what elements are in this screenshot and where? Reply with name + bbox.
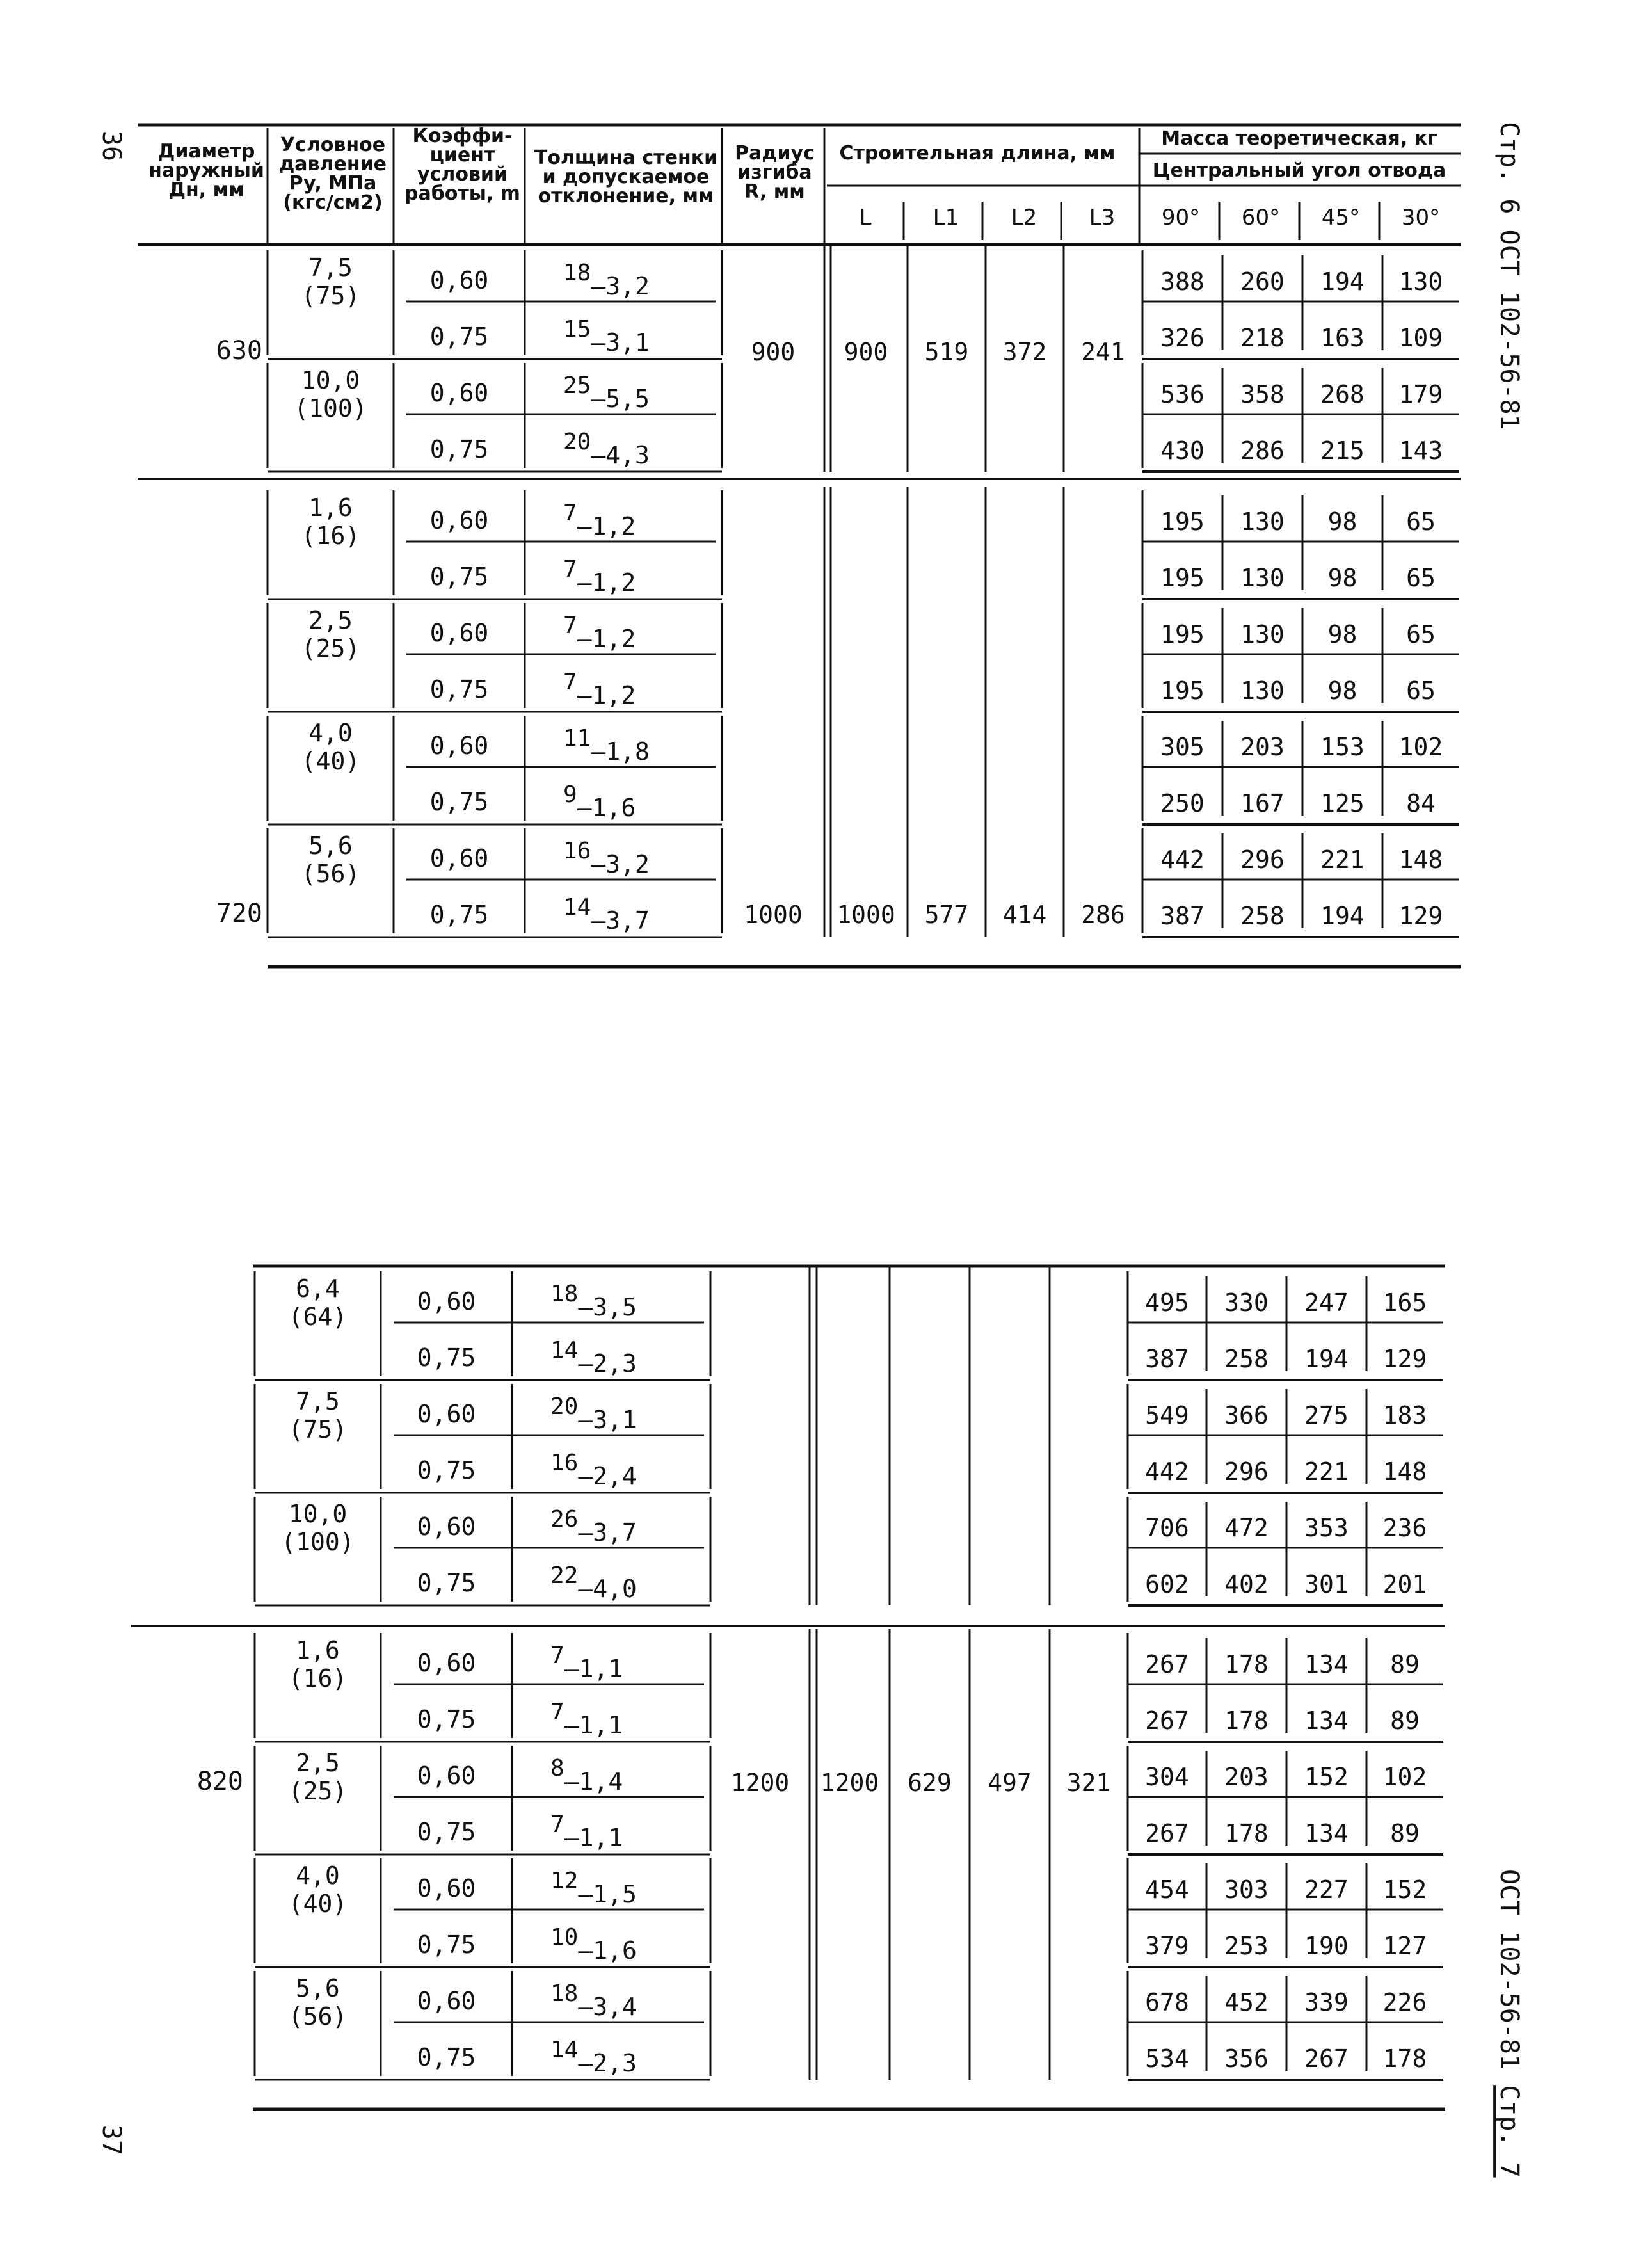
mass-value: 267 (1145, 1819, 1189, 1847)
wall-tolerance: –3,2 (591, 272, 650, 300)
pressure-value: 10,0 (301, 366, 360, 394)
mass-value: 89 (1390, 1650, 1420, 1678)
wall-nominal: 7 (563, 613, 577, 639)
wall-tolerance: –1,1 (564, 1655, 623, 1683)
mass-value: 125 (1320, 789, 1365, 817)
wall-tolerance: –3,5 (578, 1293, 637, 1321)
pressure-value: 4,0 (296, 1862, 340, 1890)
wall-nominal: 14 (550, 2037, 579, 2063)
header-length: Строительная длина, мм (839, 142, 1116, 165)
mass-value: 152 (1382, 1876, 1427, 1904)
pressure-value: 10,0 (288, 1500, 348, 1528)
mass-value: 178 (1382, 2045, 1427, 2073)
mass-value: 165 (1382, 1289, 1427, 1317)
mass-value: 402 (1224, 1570, 1269, 1598)
coefficient-value: 0,75 (417, 1569, 476, 1597)
wall-tolerance: –1,1 (564, 1711, 623, 1739)
mass-value: 258 (1240, 902, 1285, 930)
length-L3: 286 (1081, 901, 1125, 929)
wall-tolerance: –4,0 (578, 1575, 637, 1603)
wall-nominal: 15 (563, 316, 591, 342)
coefficient-value: 0,60 (429, 844, 489, 873)
pressure-kgf: (40) (288, 1890, 348, 1918)
mass-value: 65 (1406, 677, 1436, 705)
mass-value: 134 (1304, 1650, 1349, 1678)
coefficient-value: 0,75 (429, 323, 489, 351)
coefficient-value: 0,60 (429, 506, 489, 535)
mass-value: 134 (1304, 1707, 1349, 1735)
wall-tolerance: –1,6 (577, 794, 636, 822)
mass-value: 194 (1320, 268, 1365, 296)
pressure-value: 2,5 (308, 606, 353, 634)
mass-value: 356 (1224, 2045, 1269, 2073)
mass-value: 267 (1145, 1650, 1189, 1678)
coefficient-value: 0,60 (429, 266, 489, 294)
pressure-kgf: (64) (288, 1303, 348, 1331)
coefficient-value: 0,75 (417, 1818, 476, 1846)
mass-value: 65 (1406, 564, 1436, 592)
wall-nominal: 14 (550, 1337, 579, 1363)
side-label-top: Стр. 6 ОСТ 102-56-81 (1494, 122, 1524, 430)
coefficient-value: 0,75 (417, 1705, 476, 1733)
header-wall: Толщина стенки и допускаемое отклонение, мм (534, 147, 718, 207)
coefficient-value: 0,60 (417, 1874, 476, 1902)
wall-tolerance: –3,2 (591, 850, 650, 878)
mass-value: 275 (1304, 1401, 1349, 1429)
length-L2: 414 (1002, 901, 1047, 929)
mass-value: 268 (1320, 380, 1365, 408)
header-angle-30: 30° (1401, 205, 1441, 230)
wall-nominal: 22 (550, 1563, 579, 1589)
coefficient-value: 0,60 (429, 619, 489, 647)
mass-value: 366 (1224, 1401, 1269, 1429)
mass-value: 102 (1382, 1763, 1427, 1791)
coefficient-value: 0,75 (429, 435, 489, 463)
pressure-value: 6,4 (296, 1275, 340, 1303)
mass-value: 179 (1398, 380, 1443, 408)
mass-value: 148 (1382, 1458, 1427, 1486)
mass-value: 201 (1382, 1570, 1427, 1598)
mass-value: 153 (1320, 733, 1365, 761)
pressure-kgf: (100) (294, 394, 367, 422)
wall-tolerance: –1,1 (564, 1824, 623, 1852)
pressure-value: 7,5 (308, 253, 353, 282)
mass-value: 195 (1160, 677, 1205, 705)
header-angle: Центральный угол отвода (1152, 159, 1446, 182)
mass-value: 89 (1390, 1707, 1420, 1735)
mass-value: 218 (1240, 324, 1285, 352)
wall-nominal: 9 (563, 782, 577, 808)
mass-value: 303 (1224, 1876, 1269, 1904)
coefficient-value: 0,75 (429, 675, 489, 704)
mass-value: 129 (1398, 902, 1443, 930)
header-L2: L2 (1011, 205, 1037, 230)
length-L3: 241 (1081, 338, 1125, 366)
mass-value: 221 (1304, 1458, 1349, 1486)
pressure-kgf: (40) (301, 747, 360, 775)
mass-value: 304 (1145, 1763, 1189, 1791)
wall-nominal: 20 (563, 429, 591, 455)
bend-radius: 900 (751, 338, 796, 366)
mass-value: 221 (1320, 846, 1365, 874)
wall-nominal: 14 (563, 894, 591, 921)
mass-value: 442 (1145, 1458, 1189, 1486)
pressure-value: 7,5 (296, 1387, 340, 1415)
pressure-value: 1,6 (296, 1636, 340, 1664)
wall-tolerance: –1,6 (578, 1936, 637, 1965)
page-number-top: 36 (97, 130, 127, 162)
mass-value: 65 (1406, 620, 1436, 648)
mass-value: 134 (1304, 1819, 1349, 1847)
mass-value: 379 (1145, 1932, 1189, 1960)
outer-diameter: 820 (196, 1767, 243, 1796)
mass-value: 267 (1304, 2045, 1349, 2073)
wall-tolerance: –2,3 (578, 2049, 637, 2077)
header-coefficient: Коэффи-циент условий работы, m (404, 125, 520, 205)
mass-value: 305 (1160, 733, 1205, 761)
pressure-kgf: (100) (281, 1528, 355, 1556)
coefficient-value: 0,75 (429, 901, 489, 929)
mass-value: 387 (1145, 1345, 1189, 1373)
mass-value: 194 (1320, 902, 1365, 930)
mass-value: 130 (1398, 268, 1443, 296)
mass-value: 339 (1304, 1988, 1349, 2016)
wall-nominal: 7 (563, 500, 577, 526)
length-L1: 519 (924, 338, 969, 366)
pressure-value: 4,0 (308, 719, 353, 747)
mass-value: 84 (1406, 789, 1436, 817)
wall-nominal: 18 (550, 1281, 579, 1307)
wall-nominal: 7 (563, 556, 577, 583)
coefficient-value: 0,75 (417, 1931, 476, 1959)
pressure-kgf: (56) (301, 860, 360, 888)
mass-value: 454 (1145, 1876, 1189, 1904)
wall-nominal: 7 (550, 1699, 564, 1725)
mass-value: 195 (1160, 508, 1205, 536)
wall-tolerance: –1,2 (577, 568, 636, 597)
mass-value: 203 (1224, 1763, 1269, 1791)
mass-value: 163 (1320, 324, 1365, 352)
coefficient-value: 0,60 (417, 1287, 476, 1315)
mass-value: 130 (1240, 620, 1285, 648)
mass-value: 495 (1145, 1289, 1189, 1317)
wall-tolerance: –5,5 (591, 385, 650, 413)
mass-value: 430 (1160, 437, 1205, 465)
wall-nominal: 8 (550, 1755, 564, 1781)
mass-value: 602 (1145, 1570, 1189, 1598)
wall-tolerance: –3,1 (578, 1406, 637, 1434)
header-angle-45: 45° (1321, 205, 1361, 230)
coefficient-value: 0,60 (429, 379, 489, 407)
mass-value: 194 (1304, 1345, 1349, 1373)
coefficient-value: 0,60 (417, 1762, 476, 1790)
mass-value: 250 (1160, 789, 1205, 817)
wall-tolerance: –1,2 (577, 681, 636, 709)
mass-value: 167 (1240, 789, 1285, 817)
mass-value: 296 (1224, 1458, 1269, 1486)
pressure-kgf: (75) (288, 1415, 348, 1444)
mass-value: 678 (1145, 1988, 1189, 2016)
wall-tolerance: –1,2 (577, 625, 636, 653)
mass-value: 296 (1240, 846, 1285, 874)
header-radius: Радиус изгиба R, мм (735, 142, 815, 203)
mass-value: 98 (1327, 620, 1357, 648)
mass-value: 387 (1160, 902, 1205, 930)
coefficient-value: 0,75 (417, 2043, 476, 2071)
mass-value: 267 (1145, 1707, 1189, 1735)
mass-value: 129 (1382, 1345, 1427, 1373)
mass-value: 65 (1406, 508, 1436, 536)
length-L: 1200 (820, 1769, 879, 1797)
coefficient-value: 0,60 (417, 1649, 476, 1677)
mass-value: 178 (1224, 1650, 1269, 1678)
pressure-kgf: (16) (301, 522, 360, 550)
mass-value: 353 (1304, 1514, 1349, 1542)
wall-tolerance: –3,1 (591, 328, 650, 357)
mass-value: 286 (1240, 437, 1285, 465)
mass-value: 98 (1327, 564, 1357, 592)
mass-value: 472 (1224, 1514, 1269, 1542)
wall-tolerance: –3,7 (578, 1518, 637, 1547)
wall-nominal: 7 (550, 1812, 564, 1838)
mass-value: 388 (1160, 268, 1205, 296)
coefficient-value: 0,60 (417, 1400, 476, 1428)
mass-value: 178 (1224, 1819, 1269, 1847)
pressure-value: 2,5 (296, 1749, 340, 1777)
wall-tolerance: –1,8 (591, 737, 650, 766)
mass-value: 226 (1382, 1988, 1427, 2016)
wall-tolerance: –4,3 (591, 441, 650, 469)
mass-value: 183 (1382, 1401, 1427, 1429)
mass-value: 330 (1224, 1289, 1269, 1317)
length-L: 1000 (837, 901, 895, 929)
header-L1: L1 (933, 205, 959, 230)
pressure-kgf: (25) (301, 634, 360, 663)
coefficient-value: 0,75 (429, 563, 489, 591)
mass-value: 534 (1145, 2045, 1189, 2073)
header-angle-60: 60° (1241, 205, 1281, 230)
length-L2: 497 (988, 1769, 1032, 1797)
mass-value: 195 (1160, 564, 1205, 592)
mass-value: 452 (1224, 1988, 1269, 2016)
mass-value: 152 (1304, 1763, 1349, 1791)
mass-value: 148 (1398, 846, 1443, 874)
mass-value: 247 (1304, 1289, 1349, 1317)
mass-value: 203 (1240, 733, 1285, 761)
mass-value: 215 (1320, 437, 1365, 465)
mass-value: 89 (1390, 1819, 1420, 1847)
header-L3: L3 (1089, 205, 1116, 230)
side-label-page: Стр. 7 (1494, 2085, 1524, 2178)
pressure-value: 5,6 (296, 1974, 340, 2002)
wall-nominal: 16 (550, 1450, 579, 1476)
pressure-value: 1,6 (308, 494, 353, 522)
mass-value: 102 (1398, 733, 1443, 761)
wall-nominal: 7 (563, 669, 577, 695)
wall-nominal: 12 (550, 1868, 579, 1894)
mass-value: 442 (1160, 846, 1205, 874)
mass-value: 258 (1224, 1345, 1269, 1373)
mass-value: 190 (1304, 1932, 1349, 1960)
wall-nominal: 26 (550, 1506, 579, 1532)
length-L2: 372 (1002, 338, 1047, 366)
length-L1: 577 (924, 901, 969, 929)
wall-nominal: 16 (563, 838, 591, 864)
mass-value: 98 (1327, 677, 1357, 705)
pressure-kgf: (75) (301, 282, 360, 310)
wall-nominal: 20 (550, 1394, 579, 1420)
mass-value: 706 (1145, 1514, 1189, 1542)
mass-value: 109 (1398, 324, 1443, 352)
coefficient-value: 0,75 (417, 1456, 476, 1484)
length-L1: 629 (908, 1769, 952, 1797)
header-L: L (859, 205, 872, 230)
wall-tolerance: –3,7 (591, 906, 650, 935)
wall-nominal: 11 (563, 725, 591, 752)
wall-tolerance: –2,4 (578, 1462, 637, 1490)
wall-nominal: 18 (563, 260, 591, 286)
wall-nominal: 18 (550, 1981, 579, 2007)
coefficient-value: 0,75 (417, 1344, 476, 1372)
mass-value: 130 (1240, 508, 1285, 536)
mass-value: 301 (1304, 1570, 1349, 1598)
mass-value: 326 (1160, 324, 1205, 352)
wall-tolerance: –3,4 (578, 1993, 637, 2021)
header-diameter: Диаметр наружный Дн, мм (148, 140, 264, 201)
header-angle-90: 90° (1161, 205, 1201, 230)
mass-value: 236 (1382, 1514, 1427, 1542)
pressure-kgf: (56) (288, 2002, 348, 2031)
mass-value: 195 (1160, 620, 1205, 648)
pressure-kgf: (16) (288, 1664, 348, 1693)
mass-value: 178 (1224, 1707, 1269, 1735)
length-L: 900 (844, 338, 888, 366)
coefficient-value: 0,60 (417, 1987, 476, 2015)
wall-tolerance: –1,4 (564, 1767, 623, 1796)
header-pressure: Условное давление Py, МПа (кгс/см2) (279, 134, 387, 214)
mass-value: 130 (1240, 564, 1285, 592)
mass-value: 358 (1240, 380, 1285, 408)
outer-diameter: 630 (216, 336, 262, 366)
wall-nominal: 25 (563, 373, 591, 399)
pressure-kgf: (25) (288, 1777, 348, 1805)
mass-value: 130 (1240, 677, 1285, 705)
wall-nominal: 7 (550, 1643, 564, 1669)
mass-value: 253 (1224, 1932, 1269, 1960)
coefficient-value: 0,60 (417, 1513, 476, 1541)
length-L3: 321 (1066, 1769, 1111, 1797)
mass-value: 260 (1240, 268, 1285, 296)
side-label-std: ОСТ 102-56-81 (1494, 1869, 1524, 2086)
wall-tolerance: –2,3 (578, 1349, 637, 1378)
header-mass: Масса теоретическая, кг (1161, 127, 1437, 150)
mass-value: 549 (1145, 1401, 1189, 1429)
mass-value: 127 (1382, 1932, 1427, 1960)
pressure-value: 5,6 (308, 832, 353, 860)
coefficient-value: 0,60 (429, 732, 489, 760)
page-number-bottom: 37 (97, 2124, 127, 2156)
mass-value: 227 (1304, 1876, 1349, 1904)
coefficient-value: 0,75 (429, 788, 489, 816)
wall-tolerance: –1,2 (577, 512, 636, 540)
wall-nominal: 10 (550, 1924, 579, 1950)
bend-radius: 1000 (744, 901, 803, 929)
bend-radius: 1200 (730, 1769, 790, 1797)
mass-value: 98 (1327, 508, 1357, 536)
mass-value: 536 (1160, 380, 1205, 408)
mass-value: 143 (1398, 437, 1443, 465)
wall-tolerance: –1,5 (578, 1880, 637, 1908)
outer-diameter: 720 (216, 899, 262, 928)
